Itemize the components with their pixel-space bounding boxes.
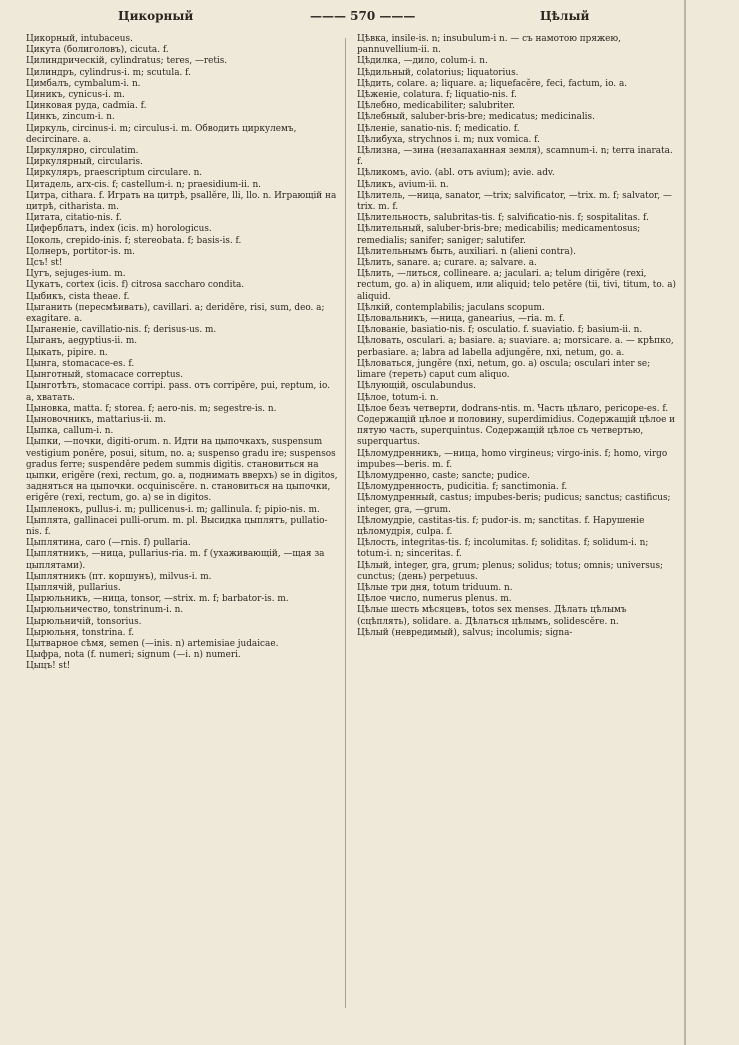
- dictionary-entry: Цинкъ, zincum-i. n.: [26, 112, 115, 123]
- dictionary-entry: Цѣловать, osculari. a; basiare. a; suaviare. a; morsicare. a. — крѣпко, perbasiare. a; labra ad labella adjungĕre, nxi, netum, go. a.: [357, 336, 674, 358]
- dictionary-entry: Цѣликомъ, avio. (abl. отъ avium); avie. adv.: [357, 168, 555, 179]
- dictionary-entry: Циркулярно, circulatim.: [26, 146, 139, 157]
- dictionary-entry: Цитата, citatio-nis. f.: [26, 213, 122, 224]
- dictionary-entry: Цыфра, nota (f. numeri; signum (—i. n) numeri.: [26, 650, 241, 661]
- dictionary-entry: Цыганить (пересмѣивать), cavillari. a; deridĕre, risi, sum, deo. a; exagitare. a.: [26, 302, 325, 325]
- dictionary-entry: Цѣлительность, salubritas-tis. f; salvificatio-nis. f; sospitalitas. f.: [357, 213, 649, 224]
- dictionary-entry: Цикута (болиголовъ), cicuta. f.: [26, 45, 169, 56]
- dictionary-entry: Цыцъ! st!: [26, 661, 71, 672]
- dictionary-entry: Цѣлебно, medicabiliter; salubriter.: [357, 101, 515, 112]
- dictionary-entry: Цѣловаться, jungĕre (nxi, netum, go. a) oscula; osculari inter se; limare (тереть) caput cum aliquo.: [357, 358, 651, 381]
- dictionary-entry: Цынготѣть, stomacace corripi. pass. отъ corripĕre, pui, reptum, io. a, хватать.: [26, 381, 331, 403]
- dictionary-entry: Цыпка, callum-i. n.: [26, 426, 114, 437]
- dictionary-entry: Цолнеръ, portitor-is. m.: [26, 246, 135, 257]
- dictionary-entry: Цѣлый (невредимый), salvus; incolumis; signa-: [357, 627, 573, 638]
- dictionary-entry: Цѣленіе, sanatio-nis. f; medicatio. f.: [357, 123, 520, 134]
- dictionary-entry: Цукатъ, cortex (icis. f) citrosa sacchаro condita.: [26, 280, 245, 291]
- dictionary-entry: Цѣлкій, contemplabilis; jaculans scopum.: [357, 302, 545, 313]
- dictionary-entry: Цѣликъ, avium-ii. n.: [357, 179, 449, 190]
- dictionary-entry: Цѣлитель, —ница, sanator, —trix; salvificator, —trix. m. f; salvator, —trix. m. f.: [357, 190, 672, 213]
- dictionary-entry: Цинковая руда, cadmia. f.: [26, 101, 147, 112]
- dictionary-entry: Цыновочникъ, mattarius-ii. m.: [26, 414, 166, 425]
- dictionary-entry: Цѣвка, insile-is. n; insubulum-i n. — съ намотою пряжею, pannuvellium-ii. n.: [357, 34, 621, 56]
- dictionary-entry: Цѣлибуха, strychnos i. m; nux vomica. f.: [357, 134, 540, 145]
- dictionary-entry: Цѣловальникъ, —ница, ganearius, —ria. m. f.: [357, 314, 565, 325]
- dictionary-entry: Цыганеніе, cavillatio-nis. f; derisus-us. m.: [26, 325, 217, 336]
- dictionary-entry: Цѣломудренникъ, —ница, homo virgineus; virgo-inis. f; homo, virgo impubes—beris. m. f.: [357, 448, 668, 470]
- dictionary-entry: Цѣлость, integritas-tis. f; incolumitas. f; soliditas. f; solidum-i. n; totum-i. n; sinceritas. f.: [357, 538, 649, 560]
- dictionary-entry: Цѣлебный, saluber-bris-bre; medicatus; medicinalis.: [357, 112, 595, 123]
- dictionary-entry: Цѣдилка, —дило, colum-i. n.: [357, 56, 488, 67]
- dictionary-entry: Цитра, cithara. f. Играть на цитрѣ, psallĕre, lli, llo. n. Играющій на цитрѣ, citharista. m.: [26, 190, 337, 213]
- dictionary-entry: Цыпки, —почки, digiti-orum. n. Идти на цыпочкахъ, suspensum vestigium ponĕre, posui, situm, no. a; suspenso gradu ire; suspensos gradus ferre; suspendĕre pedem summis digitis. становиться на цыпки, erigĕre (rexi, rectum, go. a, поднимать вверхъ) se in digitos, задняться на цыпочки. ocquiniscĕre. n. становиться на цыпочки, erigĕre (rexi, rectum, go. a) se in digitos.: [26, 437, 338, 504]
- dictionary-entry: Цыкать, pipire. n.: [26, 347, 108, 358]
- dictionary-entry: Цѣлое безъ четверти, dodrans-ntis. m. Часть цѣлаго, pericope-es. f. Содержащій цѣлое и половину, superdimidius. Содержащій цѣлое и пятую часть, superquintus. Содержащій цѣлое съ четвертью, superquartus.: [357, 403, 676, 448]
- dictionary-entry: Цытварное сѣмя, semen (—inis. n) artemisiae judaicae.: [26, 638, 279, 649]
- dictionary-entry: Цѣлый, integer, gra, grum; plenus; solidus; totus; omnis; universus; cunctus; (день) perpetuus.: [357, 560, 664, 582]
- dictionary-entry: Цѣломудренно, caste; sancte; pudice.: [357, 470, 530, 481]
- dictionary-entry: Цѣлизна, —зина (незапаханная земля), scamnum-i. n; terra inarata. f.: [357, 146, 673, 168]
- dictionary-entry: Цоколь, crepido-inis. f; stereobata. f; basis-is. f.: [26, 235, 242, 246]
- dictionary-entry: Цырюльничій, tonsorius.: [26, 616, 142, 627]
- dictionary-entry: Цѣлительнымъ быть, auxiliari. n (alieni contra).: [357, 246, 576, 257]
- dictionary-entry: Цилиндръ, cylindrus-i. m; scutula. f.: [26, 67, 191, 78]
- dictionary-entry: Цѣлительный, saluber-bris-bre; medicabilis; medicamentosus; remedialis; sanifer; saniger; salutifer.: [357, 224, 641, 246]
- dictionary-entry: Цыплячій, pullarius.: [26, 582, 121, 593]
- dictionary-entry: Циркуляръ, praescriptum circulare. n.: [26, 168, 203, 179]
- dictionary-entry: Цугъ, sejuges-ium. m.: [26, 269, 126, 280]
- dictionary-entry: Цѣлующій, osculabundus.: [357, 381, 476, 392]
- page-edge-rule: [684, 0, 686, 1045]
- dictionary-entry: Циферблатъ, index (icis. m) horologicus.: [26, 224, 212, 235]
- column-divider: [345, 38, 346, 1008]
- dictionary-entry: Цѣломудренность, pudicitia. f; sanctimonia. f.: [357, 482, 568, 493]
- dictionary-entry: Цѣженіе, colatura. f; liquatio-nis. f.: [357, 90, 517, 101]
- dictionary-entry: Цыганъ, aegyptius-ii. m.: [26, 336, 138, 347]
- running-head-left: Цикорный: [118, 9, 194, 23]
- dictionary-entry: Цѣлое число, numerus plenus. m.: [357, 594, 512, 605]
- dictionary-entry: Цѣлые шесть мѣсяцевъ, totos sex menses. Дѣлать цѣлымъ (сцѣплять), solidare. a. Дѣлаться цѣлымъ, solidescĕre. n.: [357, 605, 627, 627]
- dictionary-entry: Цынга, stomacace-es. f.: [26, 358, 135, 369]
- dictionary-entry: Цѣлые три дня, totum triduum. n.: [357, 582, 513, 593]
- dictionary-entry: Цѣлить, —литься, collineare. a; jaculari. a; telum dirigĕre (rexi, rectum, go. a) in aliquem, или aliquid; telo petĕre (tii, tivi, titum, to. a) aliquid.: [357, 269, 676, 302]
- dictionary-entry: Цимбалъ, cymbalum-i. n.: [26, 78, 141, 89]
- dictionary-entry: Цырюльня, tonstrina. f.: [26, 627, 135, 638]
- dictionary-entry: Цѣломудренный, castus; impubes-beris; pudicus; sanctus; castificus; integer, gra, —grum.: [357, 493, 671, 515]
- dictionary-entry: Цыплятникъ, —ница, pullarius-ria. m. f (ухаживающій, —щая за цыплятами).: [26, 549, 325, 571]
- dictionary-entry: Цыплятина, caro (—rnis. f) pullaria.: [26, 538, 191, 549]
- dictionary-entry: Цырюльничество, tonstrinum-i. n.: [26, 605, 184, 616]
- dictionary-entry: Цѣлить, sanare. a; curare. a; salvare. a.: [357, 258, 537, 269]
- dictionary-entry: Цѣдильный, colatorius; liquatorius.: [357, 67, 519, 78]
- dictionary-entry: Цыбикъ, cista theae. f.: [26, 291, 130, 302]
- dictionary-entry: Цѣлое, totum-i. n.: [357, 392, 439, 403]
- dictionary-entry: Циникъ, cynicus-i. m.: [26, 90, 125, 101]
- dictionary-entry: Цѣломудріе, castitas-tis. f; pudor-is. m; sanctitas. f. Нарушеніе цѣломудрія, culpa. f.: [357, 515, 645, 537]
- dictionary-entry: Цыпленокъ, pullus-i. m; pullicenus-i. m; gallinula. f; pipio-nis. m.: [26, 504, 320, 515]
- dictionary-entry: Цикорный, intubaceus.: [26, 34, 133, 44]
- dictionary-entry: Цѣлованіе, basiatio-nis. f; osculatio. f. suaviatio. f; basium-ii. n.: [357, 325, 643, 336]
- right-column: [357, 34, 679, 639]
- dictionary-entry: Цынготный, stomacace correptus.: [26, 370, 184, 381]
- left-column: [26, 34, 338, 673]
- dictionary-entry: Цыплятникъ (пт. коршунъ), milvus-i. m.: [26, 571, 212, 582]
- page-number: ——— 570 ———: [310, 9, 416, 23]
- running-head-right: Цѣлый: [540, 9, 590, 23]
- dictionary-entry: Цитадель, arx-cis. f; castellum-i. n; praesidium-ii. n.: [26, 179, 261, 190]
- dictionary-entry: Цырюльникъ, —ница, tonsor, —strix. m. f; barbator-is. m.: [26, 594, 289, 605]
- dictionary-entry: Цсъ! st!: [26, 258, 63, 269]
- dictionary-entry: Циркулярный, circularis.: [26, 157, 143, 168]
- dictionary-entry: Циркуль, circinus-i. m; circulus-i. m. Обводить циркулемъ, decircinare. a.: [26, 123, 297, 145]
- dictionary-entry: Цѣдить, colare. a; liquare. a; liquefacĕre, feci, factum, io. a.: [357, 78, 628, 89]
- dictionary-entry: Цилиндрическій, cylindratus; teres, —retis.: [26, 56, 228, 67]
- dictionary-entry: Цыплята, gallinacei pulli-orum. m. pl. Высидка цыплятъ, pullatio-nis. f.: [26, 515, 328, 537]
- dictionary-entry: Цыновка, matta. f; storea. f; aero-nis. m; segestre-is. n.: [26, 403, 277, 414]
